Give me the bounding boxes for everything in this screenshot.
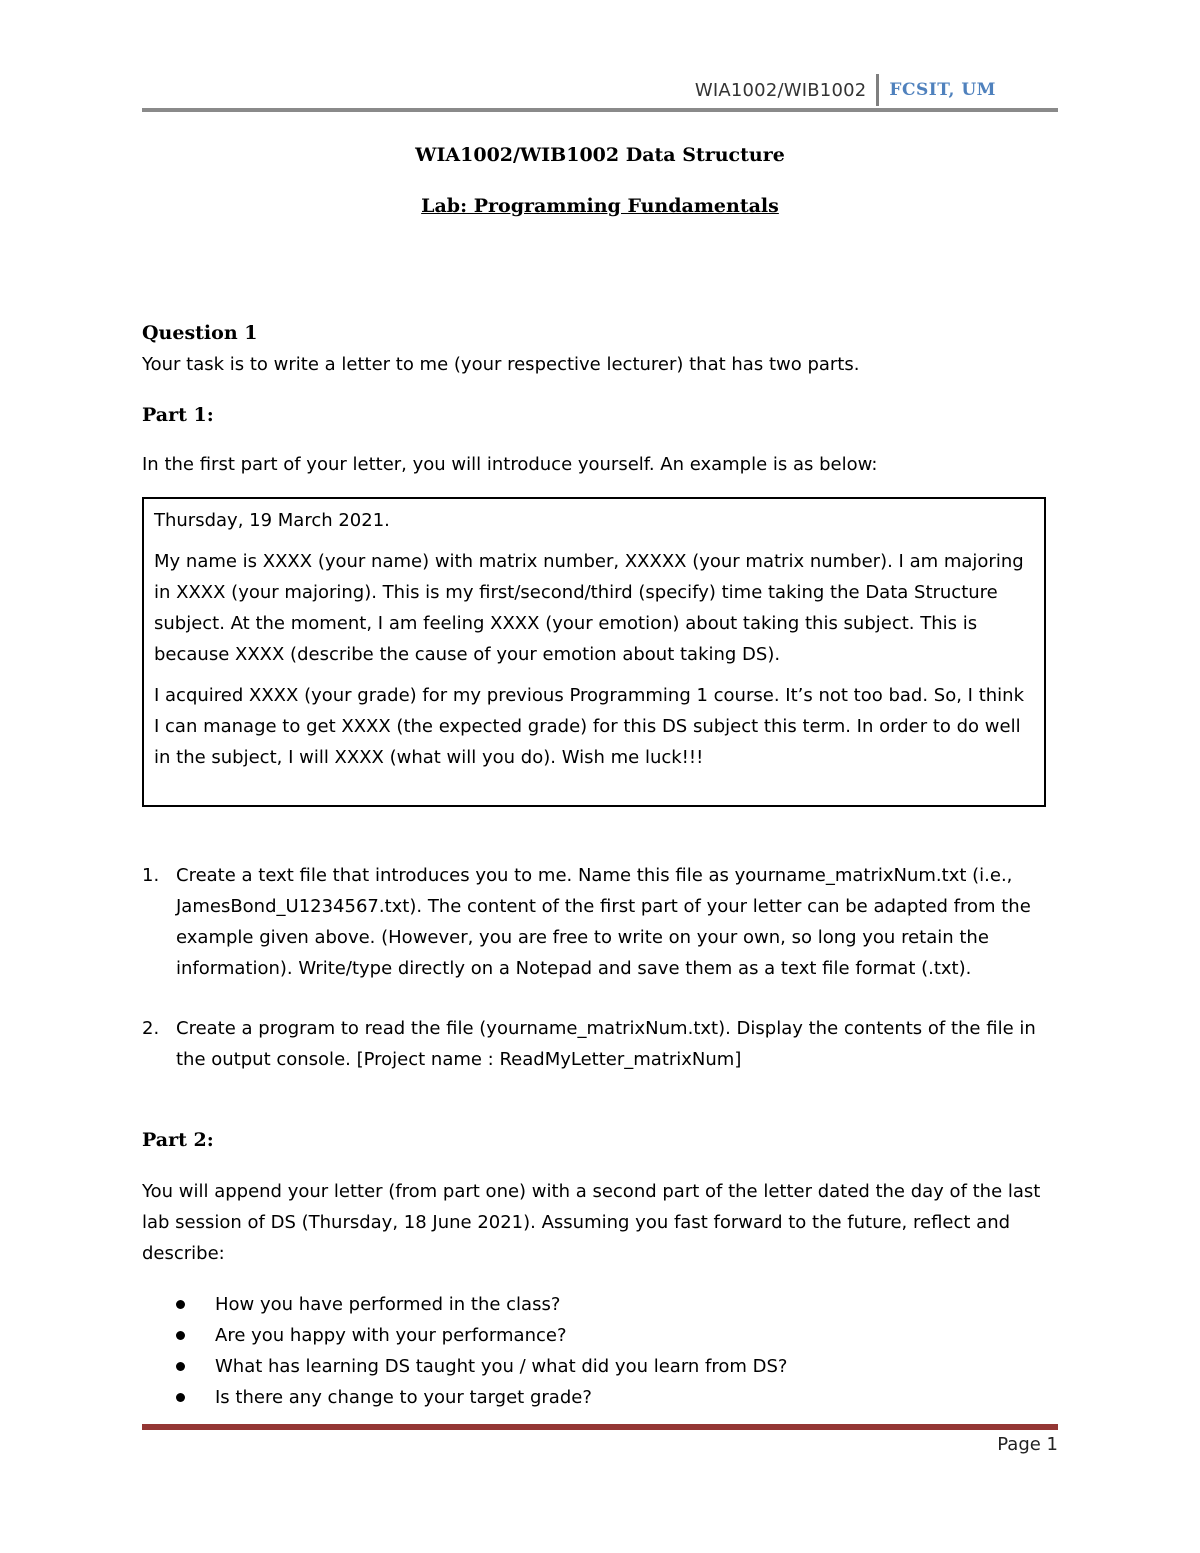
step-item-2	[142, 1013, 1062, 1075]
bullet-icon	[176, 1300, 185, 1309]
header-right	[695, 74, 996, 106]
list-item	[170, 1351, 1050, 1382]
step-text: Create a program to read the file (yourname_matrixNum.txt). Display the contents of the file in the output console. [Project name : ReadMyLetter_matrixNum]	[176, 1018, 1036, 1070]
part2-heading: Part 2:	[142, 1129, 214, 1151]
part1-intro: In the first part of your letter, you will introduce yourself. An example is as below:	[142, 454, 878, 475]
question-intro: Your task is to write a letter to me (your respective lecturer) that has two parts.	[142, 354, 860, 375]
example-date: Thursday, 19 March 2021.	[154, 510, 390, 531]
bullet-text: What has learning DS taught you / what did you learn from DS?	[215, 1356, 788, 1377]
header-faculty: FCSIT, UM	[889, 80, 996, 100]
bullet-icon	[176, 1393, 185, 1402]
question-heading: Question 1	[142, 322, 258, 344]
part1-heading: Part 1:	[142, 404, 214, 426]
document-subtitle: Lab: Programming Fundamentals	[421, 195, 779, 217]
step-number: 1.	[142, 865, 160, 886]
bullet-text: Is there any change to your target grade?	[215, 1387, 592, 1408]
example-paragraph-2: I acquired XXXX (your grade) for my previous Programming 1 course. It’s not too bad. So, I think I can manage to get XXXX (the expected grade) for this DS subject this term. In order to do well in the subject, I will XXXX (what will you do). Wish me luck!!!	[154, 685, 1024, 768]
reflection-bullet-list	[170, 1289, 1050, 1413]
page-number: Page 1	[997, 1434, 1058, 1455]
part2-intro: You will append your letter (from part one) with a second part of the letter dated the day of the last lab session of DS (Thursday, 18 June 2021). Assuming you fast forward to the future, reflect and describe:	[142, 1181, 1041, 1264]
step-number: 2.	[142, 1018, 160, 1039]
bullet-text: How you have performed in the class?	[215, 1294, 561, 1315]
list-item	[170, 1382, 1050, 1413]
step-text: Create a text file that introduces you to me. Name this file as yourname_matrixNum.txt (i.e., JamesBond_U1234567.txt). The content of the first part of your letter can be adapted from the example given above. (However, you are free to write on your own, so long you retain the information). Write/type directly on a Notepad and save them as a text file format (.txt).	[176, 865, 1031, 979]
step-item-1	[142, 860, 1062, 984]
bullet-text: Are you happy with your performance?	[215, 1325, 567, 1346]
bullet-icon	[176, 1362, 185, 1371]
bullet-icon	[176, 1331, 185, 1340]
list-item	[170, 1320, 1050, 1351]
example-paragraph-1: My name is XXXX (your name) with matrix number, XXXXX (your matrix number). I am majoring in XXXX (your majoring). This is my first/second/third (specify) time taking the Data Structure subject. At the moment, I am feeling XXXX (your emotion) about taking this subject. This is because XXXX (describe the cause of your emotion about taking DS).	[154, 551, 1024, 665]
header-rule	[142, 108, 1058, 112]
list-item	[170, 1289, 1050, 1320]
header-course-code: WIA1002/WIB1002	[694, 79, 867, 101]
example-letter-box	[142, 497, 1046, 807]
footer-rule	[142, 1424, 1058, 1430]
page-header	[142, 74, 1058, 108]
document-title: WIA1002/WIB1002 Data Structure	[415, 144, 785, 166]
